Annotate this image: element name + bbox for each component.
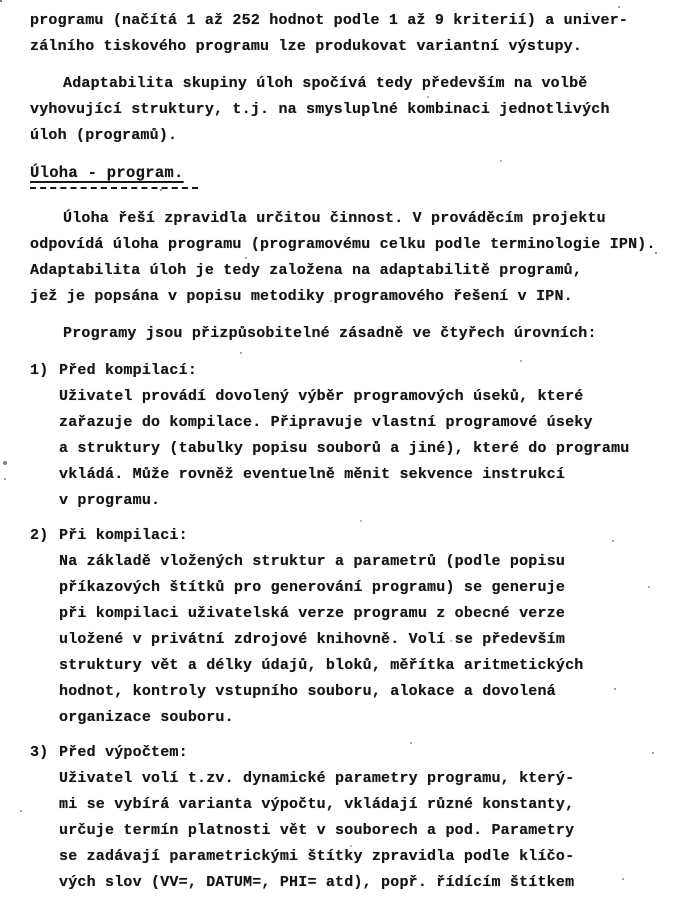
paragraph-programy (30, 321, 659, 347)
text-line: uložené v privátní zdrojové knihovně. Volí se především (59, 631, 566, 648)
paragraph-top (30, 8, 659, 60)
paragraph-uloha (30, 206, 659, 310)
text-line: mi se vybírá varianta výpočtu, vkládají různé konstanty, (59, 796, 575, 813)
text-line: Adaptabilita skupiny úloh spočívá tedy především na volbě (63, 75, 588, 92)
text-line: Úloha řeší zpravidla určitou činnost. V prováděcím projektu (63, 210, 606, 227)
text-line: úloh (programů). (30, 127, 178, 144)
text-line: zálního tiskového programu lze produkovat variantní výstupy. (30, 38, 583, 55)
text-line: se zadávají parametrickými štítky zpravidla podle klíčo- (59, 848, 575, 865)
list-item-header (30, 523, 659, 549)
text-line: při kompilaci uživatelská verze programu z obecné verze (59, 605, 566, 622)
list-item-header (30, 358, 659, 384)
section-heading-block (30, 164, 659, 189)
text-line: Na základě vložených struktur a parametrů (podle popisu (59, 553, 566, 570)
paragraph-adaptabilita (30, 71, 659, 149)
list-item-1 (30, 358, 659, 514)
text-line: příkazových štítků pro generování programu) se generuje (59, 579, 566, 596)
text-line: Uživatel provádí dovolený výběr programových úseků, které (59, 388, 584, 405)
list-item-3 (30, 740, 659, 896)
text-line: v programu. (59, 492, 161, 509)
text-line: Programy jsou přizpůsobitelné zásadně ve čtyřech úrovních: (63, 325, 597, 342)
section-heading: Úloha - program. (30, 164, 198, 189)
text-line: struktury vět a délky údajů, bloků, měřítka aritmetických (59, 657, 584, 674)
text-line: vkládá. Může rovněž eventuelně měnit sekvence instrukcí (59, 466, 566, 483)
scan-noise-dots (0, 0, 2, 2)
document-content (30, 8, 659, 902)
text-line: Uživatel volí t.zv. dynamické parametry programu, který- (59, 770, 575, 787)
text-line: odpovídá úloha programu (programovému celku podle terminologie IPN). (30, 236, 656, 253)
text-line: vých slov (VV=, DATUM=, PHI= atd), popř. řídícím štítkem (59, 874, 575, 891)
text-line: a struktury (tabulky popisu souborů a jiné), které do programu (59, 440, 630, 457)
text-line: určuje termín platnosti vět v souborech a pod. Parametry (59, 822, 575, 839)
text-line: zařazuje do kompilace. Připravuje vlastní programové úseky (59, 414, 593, 431)
text-line: hodnot, kontroly vstupního souboru, alokace a dovolená (59, 683, 556, 700)
list-item-title: Při kompilaci: (59, 527, 188, 544)
text-line: Adaptabilita úloh je tedy založena na adaptabilitě programů, (30, 262, 583, 279)
list-item-title: Před výpočtem: (59, 744, 188, 761)
list-item-number: 3) (30, 744, 49, 761)
text-line: vyhovující struktury, t.j. na smysluplné kombinaci jednotlivých (30, 101, 610, 118)
list-item-number: 2) (30, 527, 49, 544)
list-item-2 (30, 523, 659, 731)
text-line: programu (načítá 1 až 252 hodnot podle 1 až 9 kriterií) a univer- (30, 12, 629, 29)
text-line: jež je popsána v popisu metodiky programového řešení v IPN. (30, 288, 573, 305)
list-item-header (30, 740, 659, 766)
list-item-number: 1) (30, 362, 49, 379)
text-line: organizace souboru. (59, 709, 234, 726)
list-item-title: Před kompilací: (59, 362, 198, 379)
